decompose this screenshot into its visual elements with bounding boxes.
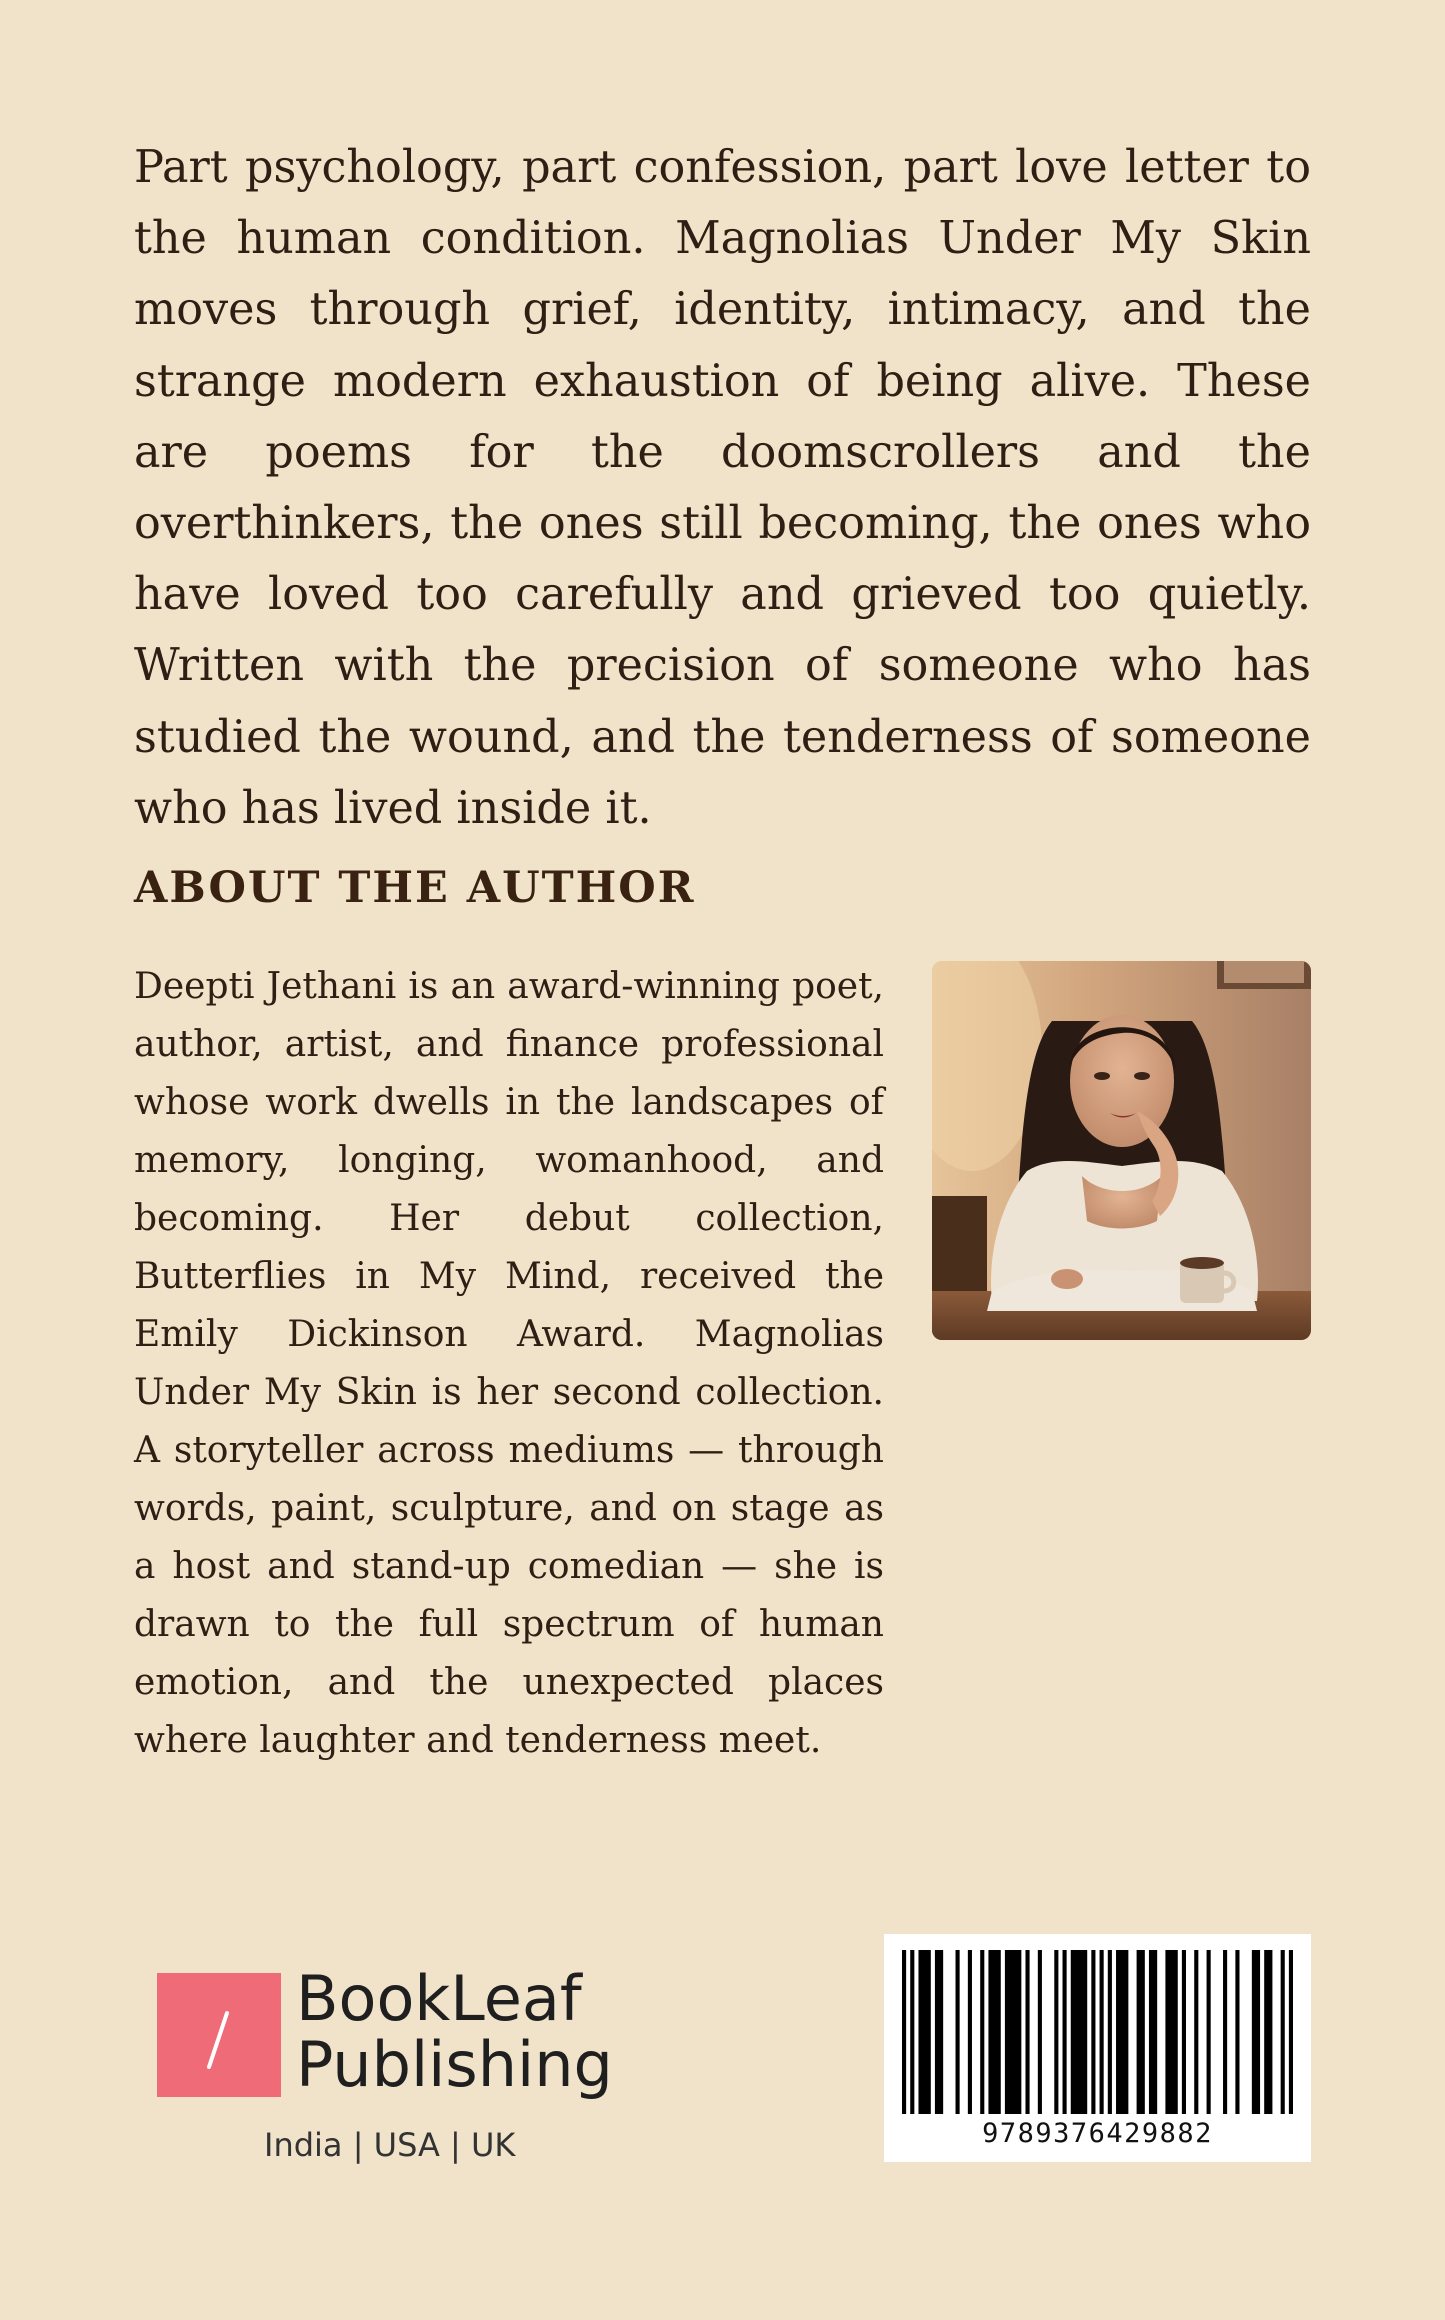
barcode-bar-14 xyxy=(1091,1950,1095,2114)
barcode-bar-20 xyxy=(1165,1950,1177,2114)
barcode-bar-0 xyxy=(902,1950,906,2114)
about-author-heading: ABOUT THE AUTHOR xyxy=(134,863,696,913)
barcode-bar-8 xyxy=(1005,1950,1021,2114)
barcode-bar-18 xyxy=(1137,1950,1145,2114)
author-bio: Deepti Jethani is an award-winning poet, author, artist, and finance professional whose work dwells in the landscapes of memory, longing, womanhood, and becoming. Her debut collection, Butterflies in My Mind, received the Emily Dickinson Award. Magnolias Under My Skin is her second collection. A storyteller across mediums — through words, paint, sculpture, and on stage as a host and stand-up comedian — she is drawn to the full spectrum of human emotion, and the unexpected places where laughter and tenderness meet. xyxy=(134,966,884,1761)
publisher-name xyxy=(296,1962,613,2101)
barcode-bar-7 xyxy=(988,1950,1000,2114)
leaf-slash-icon xyxy=(157,1973,281,2097)
bookleaf-publishing-logo xyxy=(157,1962,613,2173)
barcode-bar-22 xyxy=(1194,1950,1198,2114)
barcode-bar-28 xyxy=(1281,1950,1285,2114)
barcode-bar-25 xyxy=(1235,1950,1239,2114)
barcode-bar-6 xyxy=(980,1950,984,2114)
publisher-name-line1: BookLeaf xyxy=(296,1962,582,2035)
barcode-bar-1 xyxy=(910,1950,914,2114)
barcode-bar-19 xyxy=(1149,1950,1157,2114)
back-cover-blurb: Part psychology, part confession, part love letter to the human condition. Magnolias Under My Skin moves through grief, identity, intimacy, and the strange modern exhaustion of being alive. These are poems for the doomscrollers and the overthinkers, the ones still becoming, the ones who have loved too carefully and grieved too quietly. Written with the precision of someone who has studied the wound, and the tenderness of someone who has lived inside it. xyxy=(134,142,1311,834)
barcode-bar-5 xyxy=(968,1950,972,2114)
barcode-bar-13 xyxy=(1071,1950,1087,2114)
barcode-bar-11 xyxy=(1054,1950,1058,2114)
publisher-regions: India | USA | UK xyxy=(264,2126,516,2164)
barcode-bar-26 xyxy=(1252,1950,1260,2114)
barcode-bar-16 xyxy=(1108,1950,1112,2114)
publisher-name-line2: Publishing xyxy=(296,2028,613,2101)
author-photo xyxy=(932,961,1311,1340)
barcode-bar-9 xyxy=(1025,1950,1029,2114)
barcode-bar-3 xyxy=(935,1950,943,2114)
barcode-bar-29 xyxy=(1289,1950,1293,2114)
barcode-bar-12 xyxy=(1063,1950,1067,2114)
barcode-bar-2 xyxy=(918,1950,930,2114)
barcode-bar-4 xyxy=(956,1950,960,2114)
barcode-bar-24 xyxy=(1223,1950,1227,2114)
isbn-number: 9789376429882 xyxy=(982,2118,1213,2149)
barcode-bar-27 xyxy=(1264,1950,1272,2114)
barcode-bar-21 xyxy=(1182,1950,1186,2114)
isbn-barcode xyxy=(884,1934,1311,2162)
barcode-bar-17 xyxy=(1116,1950,1128,2114)
barcode-bars xyxy=(902,1950,1293,2114)
barcode-bar-23 xyxy=(1207,1950,1211,2114)
barcode-bar-15 xyxy=(1100,1950,1104,2114)
barcode-bar-10 xyxy=(1038,1950,1042,2114)
